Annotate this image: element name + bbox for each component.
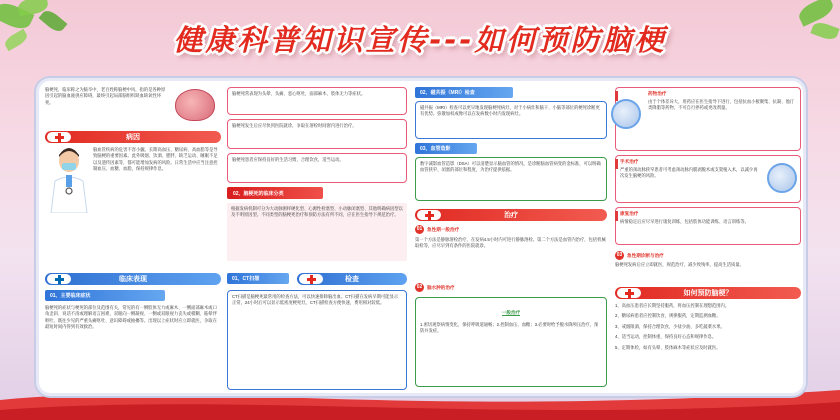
- content-board: [36, 78, 806, 396]
- prevention-item: 2、糖尿病患者应控制饮食，规律服药，定期监测血糖。: [615, 313, 721, 319]
- prevention-item: 5、定期体检，如有头晕、肢体麻木等症状应及时就医。: [615, 344, 721, 350]
- cause-header-label: 病因: [126, 134, 140, 141]
- prevention-header: [615, 287, 801, 299]
- follow-text: 脑梗死发病后应立即就医，规范治疗，减少致残率，提高生活质量。: [615, 262, 744, 267]
- rehab-text: 病情稳定后应尽早进行康复训练，包括肢体功能训练、语言训练等。: [620, 219, 749, 224]
- cross-icon: [47, 274, 71, 284]
- classification-subheader: [227, 187, 323, 199]
- follow-label: 急性期诊断与治疗: [627, 252, 664, 258]
- cross-icon: [47, 132, 71, 142]
- medical-circle-icon: [611, 99, 641, 129]
- prevention-item: 1、高血压患者应长期坚持服药，将血压控制在理想范围内。: [615, 303, 730, 308]
- poster-title: 健康科普知识宣传---如何预防脑梗: [173, 23, 667, 57]
- treatment-header-label: 治疗: [504, 212, 518, 219]
- dsa-card: [415, 157, 607, 201]
- drug-therapy-text: 由于个体差异大，用药应在医生指导下进行，包括抗血小板聚集、抗凝、他汀类降脂等药物，不可自行停药或更改剂量。: [648, 99, 795, 111]
- mri-card: [415, 101, 607, 139]
- exam-header-label: 检查: [345, 276, 359, 283]
- dsa-subheader: [415, 143, 477, 154]
- intro-text: 脑梗死，临床称之为脑卒中，老百姓称脑梗中风，指的是各种原因引起的脑血液供应障碍，最终引起局部脑组织缺血缺氧性坏死。: [45, 87, 166, 105]
- left-column: [45, 87, 221, 330]
- point-card-1: [227, 87, 407, 115]
- number-badge: 03: [616, 252, 623, 258]
- mri-subheader-label: 02、磁共振（MRI）检查: [420, 90, 475, 96]
- treatment-item-1-text: 第一个方法是静脉溶栓治疗，在发病4.5小时内可进行静脉溶栓。第二个方法是血管内治疗，包括机械取栓等，应尽早到有条件的医院就诊。: [415, 237, 606, 249]
- point-text-2: 脑梗死发生后应尽快到医院就诊，争取在溶栓时间窗内进行治疗。: [232, 123, 357, 128]
- poster-title-wrap: [0, 18, 840, 68]
- cross-icon: [417, 210, 441, 220]
- general-treatment-text: 1.密切观察病情变化，保持呼吸道通畅；2.控制血压、血糖；3.必要时给予脱水降颅压治疗，预防并发症。: [420, 322, 599, 334]
- surgery-text: 严重的颈动脉狭窄患者可考虑颈动脉内膜剥脱术或支架植入术，以减少再次发生脑梗的风险。: [620, 167, 758, 179]
- treatment-item-2-label: 脑水肿的治疗: [427, 284, 455, 290]
- number-badge: 01: [416, 226, 423, 232]
- brain-icon: [175, 89, 215, 121]
- number-badge: 02: [416, 284, 423, 290]
- ct-card: [227, 290, 407, 390]
- general-treatment-card: [415, 297, 607, 387]
- rehab-title: 康复治疗: [620, 211, 639, 216]
- treatment-header: [415, 209, 607, 221]
- symptom-subheader: [45, 290, 165, 301]
- general-treatment-title: 一般治疗: [501, 310, 521, 315]
- point-card-3: [227, 153, 407, 183]
- dsa-subheader-label: 03、血管造影: [420, 146, 451, 152]
- treatment-item-2-title: [415, 283, 455, 292]
- follow-title: [615, 251, 664, 260]
- surgery-title: 手术治疗: [620, 159, 639, 164]
- cause-text: 脑血管疾病的危害不容小觑。长期高血压、糖尿病、高血脂等是导致脑梗的重要因素。此外吸烟、饮酒、肥胖、缺乏运动、睡眠不足以及遗传因素等，都可能增加发病的风险。日常生活中应当注意控制血压、血糖、血脂，保持规律作息。: [93, 147, 218, 172]
- point-card-2: [227, 119, 407, 149]
- mri-text: 磁共振（MRI）检查可以更早地发现脑梗死病灶，对于小病灶和脑干、小脑等部位的梗死诊断更有优势。弥散加权成像可以在发病数小时内发现病灶。: [420, 105, 600, 117]
- medical-circle-icon: [767, 163, 797, 193]
- cause-header: [45, 131, 221, 143]
- symptom-header-label: 临床表现: [119, 276, 147, 283]
- point-text-1: 脑梗死常表现为头晕、头痛、恶心呕吐，面部麻木、肢体无力等症状。: [232, 91, 366, 96]
- mri-subheader: [415, 87, 513, 98]
- point-text-3: 脑梗死患者应保持良好的生活习惯，合理饮食，适当运动。: [232, 157, 344, 162]
- rehab-card: [615, 207, 801, 245]
- cross-icon: [617, 288, 641, 298]
- classification-text: 根据发病机制可分为大动脉粥样硬化型、心源性栓塞型、小动脉闭塞型、其他明确病因型以及不明原因型。不同类型的脑梗死治疗和预防方法有所不同，应在医生指导下规范治疗。: [227, 203, 407, 261]
- doctor-illustration: [47, 147, 91, 213]
- prevention-item: 4、适当运动，控制体重，保持良好心态和规律作息。: [615, 334, 717, 340]
- prevention-header-label: 如何预防脑梗？: [683, 290, 733, 297]
- symptom-text: 脑梗死的症状与梗死的部位及范围有关，常见的有一侧肢体无力或麻木、一侧面部麻木或口角歪斜、说话不清或理解语言困难、双眼向一侧凝视、一侧或双眼视力丧失或模糊、眩晕伴呕吐、既往少见的严重头痛呕吐、意识障碍或抽搐等。出现以上症状时应立即就医，争取在最短时间内得到有效救治。: [45, 305, 217, 330]
- classification-subheader-label: 02、脑梗死的临床分类: [233, 190, 284, 197]
- ct-text: CT扫描是脑梗死最常用的检查方法，可以快速排除脑出血。CT扫描在发病早期可能显示正常，24小时后可以显示低密度梗死灶，CT扫描检查方便快速，费用相对较低。: [232, 294, 399, 306]
- drug-therapy-card: [615, 87, 801, 151]
- prevention-item: 3、戒烟限酒，保持合理饮食，少盐少油，多吃蔬菜水果。: [615, 323, 725, 329]
- symptom-subheader-label: 01、主要临床症状: [50, 293, 91, 299]
- treatment-item-1-title: [415, 225, 459, 234]
- prevention-list: [615, 303, 801, 355]
- ct-subheader-label: 01、CT扫描: [232, 276, 260, 282]
- dsa-text: 数字减影血管造影（DSA）可以清楚显示脑血管的情况，是诊断脑血管病变的金标准，可以明确血管狭窄、闭塞的部位和程度，为治疗提供依据。: [420, 161, 601, 173]
- cross-icon: [299, 274, 323, 284]
- exam-header: [297, 273, 407, 285]
- symptom-header: [45, 273, 221, 285]
- treatment-item-1-label: 急性期一般治疗: [427, 226, 460, 232]
- ct-subheader: [227, 273, 289, 284]
- drug-therapy-title: 药物治疗: [648, 91, 667, 96]
